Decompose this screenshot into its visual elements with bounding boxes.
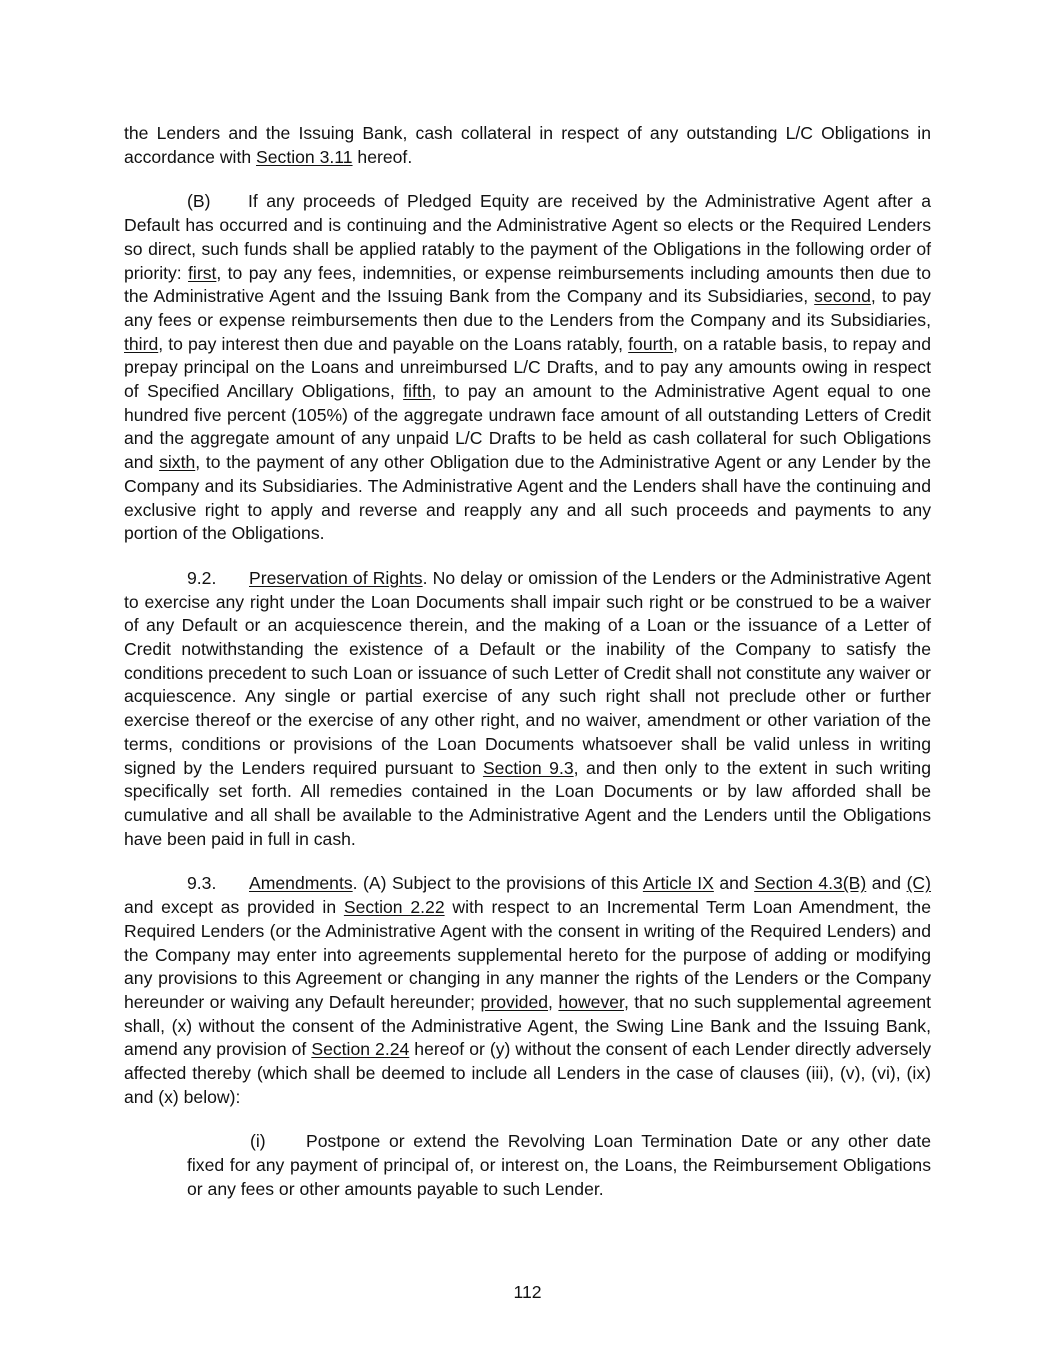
paragraph-text: hereof. bbox=[352, 146, 413, 167]
paragraph-text: , to the payment of any other Obligation due to the Administrative Agent or any Lender by the Company and its Subsidiaries. The Administrative Agent and the Lenders shall have the continuing and exclusive right to apply and reverse and reapply any and all such proceeds and payments to any portion of the Obligations. bbox=[124, 452, 931, 544]
paragraph-text: , that no such supplemental agreement shall, (x) without the consent of the Administrative Agent, the Swing Line Bank and the Issuing Bank, amend any provision of bbox=[124, 991, 931, 1060]
proviso-term: provided bbox=[480, 991, 549, 1012]
section-heading: Preservation of Rights bbox=[249, 567, 423, 588]
priority-term-fourth: fourth bbox=[628, 333, 674, 354]
paragraph-text: , and then only to the extent in such writing specifically set forth. All remedies contained in the Loan Documents or by law afforded shall be cumulative and all shall be available to the Administrative Agent and the Lenders until the Obligations have been paid in full in cash. bbox=[124, 757, 931, 849]
paragraph-text: , to pay any fees or expense reimbursements then due to the Lenders from the Company and its Subsidiaries, bbox=[124, 286, 931, 330]
paragraph-collateral-continuation bbox=[124, 122, 931, 169]
section-reference: Section 2.24 bbox=[311, 1039, 410, 1060]
paragraph-text: and bbox=[866, 873, 907, 894]
paragraph-text: . (A) Subject to the provisions of this bbox=[352, 873, 643, 894]
paragraph-text: , on a ratable basis, to repay and prepay principal on the Loans and unreimbursed L/C Drafts, and to pay any amounts owing in respect of Specified Ancillary Obligations, bbox=[124, 333, 931, 402]
paragraph-text: the Lenders and the Issuing Bank, cash collateral in respect of any outstanding L/C Obligations in accordance with bbox=[124, 123, 931, 167]
section-reference: Section 3.11 bbox=[256, 146, 353, 167]
priority-term-second: second bbox=[814, 286, 871, 307]
paragraph-text: , to pay any fees, indemnities, or expense reimbursements including amounts then due to the Administrative Agent and the Issuing Bank from the Company and its Subsidiaries, bbox=[124, 262, 931, 307]
paragraph-text: . No delay or omission of the Lenders or the Administrative Agent to exercise any right under the Loan Documents shall impair such right or be construed to be a waiver of any Default or an acquiescence therein, and the making of a Loan or the issuance of a Letter of Credit notwithstanding the existence of a Default or the inability of the Company to satisfy the conditions precedent to such Loan or issuance of such Letter of Credit shall not constitute any waiver or acquiescence. Any single or partial exercise of any such right shall not preclude other or further exercise thereof or the exercise of any other right, and no waiver, amendment or other variation of the terms, conditions or provisions of the Loan Documents whatsoever shall be valid unless in writing signed by the Lenders required pursuant to bbox=[124, 567, 931, 778]
paragraph-text: , bbox=[548, 991, 559, 1012]
paragraph-text: with respect to an Incremental Term Loan Amendment, the Required Lenders (or the Administrative Agent with the consent in writing of the Required Lenders) and the Company may enter into agreements supplemental hereto for the purpose of adding or modifying any provisions to this Agreement or changing in any manner the rights of the Lenders or the Company hereunder or waiving any Default hereunder; bbox=[124, 897, 931, 1012]
paragraph-text: and except as provided in bbox=[124, 897, 344, 918]
proviso-term: however bbox=[558, 991, 624, 1012]
clause-label: (i) bbox=[250, 1131, 266, 1152]
paragraph-text: , to pay interest then due and payable on the Loans ratably, bbox=[158, 333, 629, 354]
paragraph-b-pledged-equity bbox=[124, 190, 931, 546]
section-number: 9.2. bbox=[187, 567, 217, 588]
clause-i-postpone-payment bbox=[187, 1130, 931, 1201]
section-9-2-preservation-of-rights bbox=[124, 567, 931, 851]
article-reference: Article IX bbox=[642, 873, 714, 894]
paragraph-text: , to pay an amount to the Administrative Agent equal to one hundred five percent (105%) of the aggregate undrawn face amount of all outstanding Letters of Credit and the aggregate amount of any unpaid L/C Drafts to be held as cash collateral for such Obligations and bbox=[124, 381, 931, 473]
section-reference: Section 4.3(B) bbox=[754, 873, 867, 894]
priority-term-third: third bbox=[124, 333, 159, 354]
paragraph-text: If any proceeds of Pledged Equity are received by the Administrative Agent after a Default has occurred and is continuing and the Administrative Agent so elects or the Required Lenders so direct, such funds shall be applied ratably to the payment of the Obligations in the following order of priority: bbox=[124, 191, 931, 283]
section-reference: Section 9.3 bbox=[482, 757, 574, 778]
priority-term-first: first bbox=[188, 262, 217, 283]
section-reference: (C) bbox=[906, 873, 932, 894]
paragraph-text: Postpone or extend the Revolving Loan Termination Date or any other date fixed for any payment of principal of, or interest on, the Loans, the Reimbursement Obligations or any fees or other amounts payable to such Lender. bbox=[187, 1131, 931, 1199]
section-heading: Amendments bbox=[249, 873, 353, 894]
page-number: 112 bbox=[513, 1282, 542, 1302]
section-reference: Section 2.22 bbox=[343, 897, 445, 918]
paragraph-text: and bbox=[713, 873, 755, 894]
priority-term-sixth: sixth bbox=[159, 452, 196, 473]
section-9-3-amendments bbox=[124, 872, 931, 1109]
document-body bbox=[124, 122, 931, 1223]
priority-term-fifth: fifth bbox=[403, 381, 432, 402]
section-number: 9.3. bbox=[187, 873, 217, 894]
clause-label: (B) bbox=[187, 191, 211, 212]
paragraph-text: hereof or (y) without the consent of each Lender directly adversely affected thereby (which shall be deemed to include all Lenders in the case of clauses (iii), (v), (vi), (ix) and (x) below): bbox=[124, 1039, 931, 1107]
